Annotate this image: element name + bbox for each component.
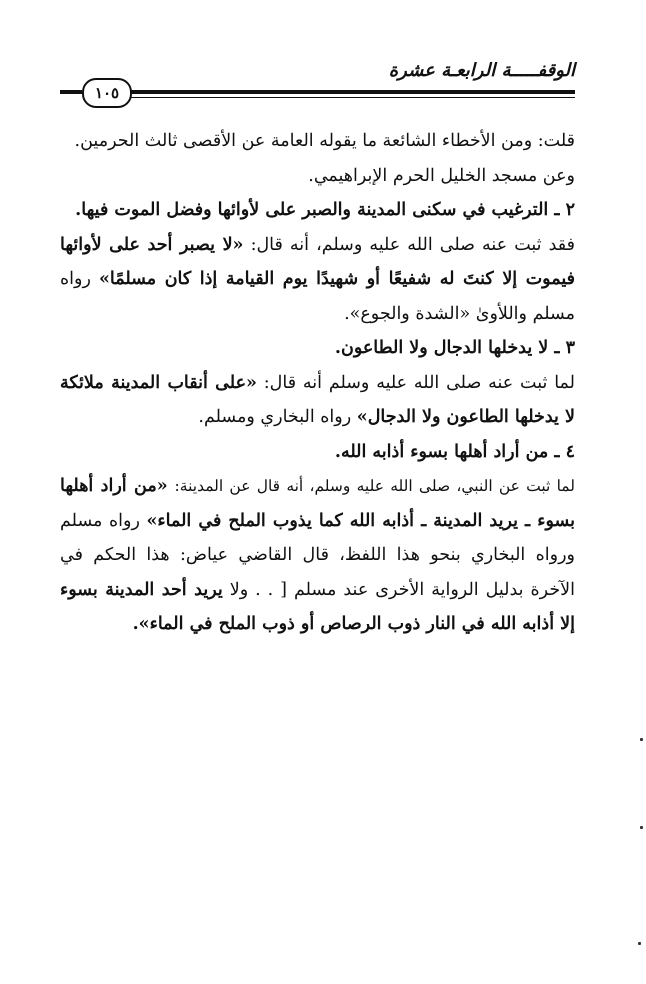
running-header xyxy=(60,60,575,110)
paragraph-1 xyxy=(60,124,575,159)
heading-2 xyxy=(60,193,575,228)
paragraph-4 xyxy=(60,469,575,642)
hadith-quote: «على أنقاب المدينة ملائكة لا يدخلها الطاعون ولا الدجال» xyxy=(60,372,575,427)
scan-speck xyxy=(640,738,643,741)
text: رواه مسلم ورواه البخاري بنحو هذا اللفظ، قال القاضي عياض: هذا الحكم في الآخرة بدليل الرواية الأخرى عند مسلم [ . . ولا xyxy=(60,510,575,600)
scan-speck xyxy=(638,942,641,945)
header-rule xyxy=(130,90,575,94)
text: فقد ثبت عنه صلى الله عليه وسلم، أنه قال: xyxy=(250,234,575,255)
body-text xyxy=(60,124,575,642)
text: واللأوىٰ «الشدة والجوع». xyxy=(344,303,527,324)
heading-3 xyxy=(60,331,575,366)
header-dash xyxy=(60,90,82,94)
paragraph-3 xyxy=(60,366,575,435)
text: رواه البخاري ومسلم. xyxy=(198,407,352,427)
paragraph-1b xyxy=(60,159,575,194)
text: لما ثبت عن النبي، صلى الله عليه وسلم، أنه قال عن المدينة: xyxy=(174,477,575,495)
header-rule-thin xyxy=(130,97,575,98)
heading-4 xyxy=(60,435,575,470)
scan-speck xyxy=(640,826,643,829)
text: لما ثبت عنه صلى الله عليه وسلم أنه قال: xyxy=(263,372,575,393)
text: رواه مسلم xyxy=(60,269,575,324)
heading-text: ٤ ـ من أراد أهلها بسوء أذابه الله. xyxy=(334,441,575,462)
hadith-quote: «من أراد أهلها بسوء ـ يريد المدينة ـ أذابه الله كما يذوب الملح في الماء» xyxy=(60,476,575,531)
chapter-title: الوقفـــــة الرابعـة عشرة xyxy=(388,60,575,81)
text: قلت: ومن الأخطاء الشائعة ما يقوله العامة عن الأقصى ثالث الحرمين. xyxy=(74,131,575,151)
hadith-quote: «لا يصبر أحد على لأوائها فيموت إلا كنتَ له شفيعًا أو شهيدًا يوم القيامة إذا كان مسلمًا» xyxy=(60,234,575,289)
heading-text: ٢ ـ الترغيب في سكنى المدينة والصبر على لأوائها وفضل الموت فيها. xyxy=(75,200,575,220)
heading-text: ٣ ـ لا يدخلها الدجال ولا الطاعون. xyxy=(334,338,575,358)
text: وعن مسجد الخليل الحرم الإبراهيمي. xyxy=(308,165,575,186)
hadith-quote-end: يريد أحد المدينة بسوء إلا أذابه الله في النار ذوب الرصاص أو ذوب الملح في الماء». xyxy=(60,579,575,634)
paragraph-2 xyxy=(60,228,575,332)
page-number: ١٠٥ xyxy=(82,78,132,108)
